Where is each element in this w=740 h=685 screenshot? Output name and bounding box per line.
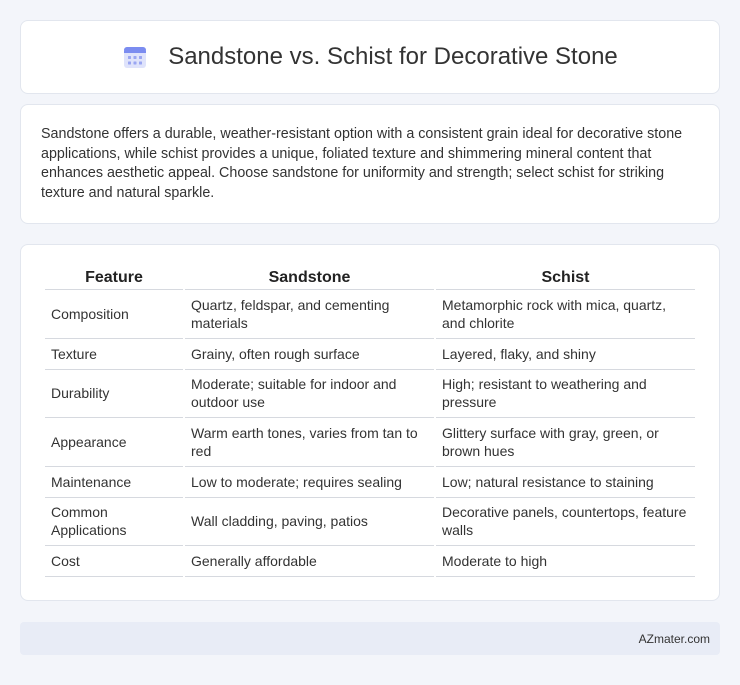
footer <box>20 622 720 655</box>
sandstone-cell: Low to moderate; requires sealing <box>185 467 434 498</box>
sandstone-cell: Warm earth tones, varies from tan to red <box>185 418 434 467</box>
table-row <box>45 546 695 577</box>
column-header-schist: Schist <box>436 265 695 290</box>
sandstone-cell: Wall cladding, paving, patios <box>185 498 434 547</box>
feature-cell: Texture <box>45 339 183 370</box>
feature-cell: Durability <box>45 370 183 419</box>
schist-cell: Low; natural resistance to staining <box>436 467 695 498</box>
schist-cell: Metamorphic rock with mica, quartz, and chlorite <box>436 290 695 339</box>
sandstone-cell: Quartz, feldspar, and cementing materials <box>185 290 434 339</box>
table-row <box>45 339 695 370</box>
schist-cell: Layered, flaky, and shiny <box>436 339 695 370</box>
comparison-table-card <box>20 244 720 601</box>
schist-cell: Decorative panels, countertops, feature walls <box>436 498 695 547</box>
intro-card <box>20 104 720 224</box>
table-row <box>45 418 695 467</box>
feature-cell: Cost <box>45 546 183 577</box>
schist-cell: Glittery surface with gray, green, or brown hues <box>436 418 695 467</box>
calendar-icon <box>122 44 148 70</box>
feature-cell: Maintenance <box>45 467 183 498</box>
schist-cell: High; resistant to weathering and pressure <box>436 370 695 419</box>
sandstone-cell: Generally affordable <box>185 546 434 577</box>
table-row <box>45 498 695 547</box>
page-title: Sandstone vs. Schist for Decorative Stone <box>168 43 618 70</box>
feature-cell: Composition <box>45 290 183 339</box>
table-row <box>45 467 695 498</box>
table-row <box>45 290 695 339</box>
table-header-row <box>45 265 695 290</box>
intro-text: Sandstone offers a durable, weather-resistant option with a consistent grain ideal for decorative stone applications, while schist provides a unique, foliated texture and shimmering mineral content that enhances aesthetic appeal. Choose sandstone for uniformity and strength; select schist for striking texture and natural sparkle. <box>41 126 683 201</box>
title-card <box>20 20 720 94</box>
feature-cell: Common Applications <box>45 498 183 547</box>
comparison-table <box>43 265 697 577</box>
sandstone-cell: Moderate; suitable for indoor and outdoor use <box>185 370 434 419</box>
table-row <box>45 370 695 419</box>
feature-cell: Appearance <box>45 418 183 467</box>
sandstone-cell: Grainy, often rough surface <box>185 339 434 370</box>
column-header-feature: Feature <box>45 265 183 290</box>
footer-brand: AZmater.com <box>638 631 710 646</box>
schist-cell: Moderate to high <box>436 546 695 577</box>
column-header-sandstone: Sandstone <box>185 265 434 290</box>
